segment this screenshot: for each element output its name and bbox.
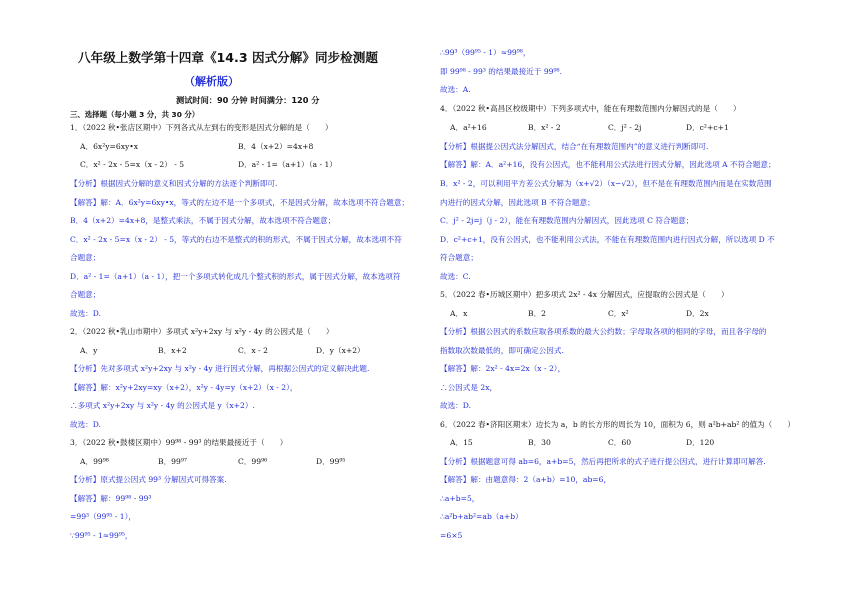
question-3-solution-line: ∴99³（99⁹⁵ - 1）≈99⁹⁸，	[440, 48, 531, 57]
option-a: A．x	[450, 309, 468, 318]
option-b: B．x² - 2	[528, 123, 561, 132]
question-3-solution-line: 即 99⁹⁸ - 99³ 的结果最接近于 99⁹⁸.	[440, 67, 563, 76]
question-6-solution-line: 【解答】解：由题意得：2（a+b）=10，ab=6，	[440, 475, 612, 484]
question-2-stem: 2．（2022 秋•乳山市期中）多项式 x²y+2xy 与 x²y - 4y 的公因式是（ ）	[70, 327, 334, 336]
option-b: B．99⁹⁷	[158, 457, 187, 466]
question-4-solution-line: B．x² - 2，可以利用平方差公式分解为（x+√2）（x−√2），但不是在有理数范围内而是在实数范围	[440, 179, 772, 188]
question-4-solution-line: 【解答】解：A．a²+16，没有公因式，也不能利用公式法进行因式分解，因此选项 A 不符合题意；	[440, 160, 776, 169]
question-2-solution-line: 【解答】解：x²y+2xy=xy（x+2），x²y - 4y=y（x+2）（x - 2），	[70, 383, 298, 392]
page-subtitle: （解析版）	[184, 75, 239, 88]
option-c: C．j² - 2j	[608, 123, 642, 132]
question-4-answer: 故选：C.	[440, 272, 471, 281]
question-4-solution-line: 内进行的因式分解，因此选项 B 不符合题意；	[440, 198, 595, 207]
question-5-analysis: 指数取次数最低的，即可确定公因式.	[440, 346, 564, 355]
question-5-analysis: 【分析】根据公因式的系数应取各项系数的最大公约数；字母取各项的相同的字母，而且各字母的	[440, 327, 767, 336]
question-1-analysis: 【分析】根据因式分解的意义和因式分解的方法逐个判断即可.	[70, 179, 278, 188]
question-1-solution-line: 【解答】解：A．6x²y=6xy•x，等式的左边不是一个多项式，不是因式分解，故本选项不符合题意；	[70, 198, 410, 207]
option-c: C．x² - 2x - 5=x（x - 2） - 5	[80, 160, 185, 169]
question-3-analysis: 【分析】原式提公因式 99³ 分解因式可得答案.	[70, 475, 227, 484]
question-1-answer: 故选：D.	[70, 309, 102, 318]
option-b: B．x+2	[158, 346, 187, 355]
question-5-solution-line: ∴公因式是 2x，	[440, 383, 498, 392]
question-4-solution-line: C．j² - 2j=j（j - 2），能在有理数范围内分解因式，因此选项 C 符合题意；	[440, 216, 694, 225]
option-c: C．99⁹⁶	[238, 457, 268, 466]
question-6-solution-line: ∴a²b+ab²=ab（a+b）	[440, 512, 523, 521]
option-c: C．x²	[608, 309, 629, 318]
option-c: C．x - 2	[238, 346, 268, 355]
question-5-answer: 故选：D.	[440, 401, 472, 410]
question-3-solution-line: ∵99⁹⁵ - 1≈99⁹⁵，	[70, 531, 133, 540]
question-1-stem: 1．（2022 秋•张店区期中）下列各式从左到右的变形是因式分解的是（ ）	[70, 123, 333, 132]
option-c: C．60	[608, 438, 632, 447]
option-a: A．99⁹⁸	[80, 457, 109, 466]
question-4-solution-line: D．c²+c+1，没有公因式，也不能利用公式法，不能在有理数范围内进行因式分解，所以选项 D 不	[440, 235, 775, 244]
option-b: B．30	[528, 438, 551, 447]
question-1-solution-line: 合题意；	[70, 290, 101, 299]
question-1-solution-line: C．x² - 2x - 5=x（x - 2） - 5，等式的右边不是整式的积的形式，不属于因式分解，故本选项不符	[70, 235, 402, 244]
option-d: D．a² - 1=（a+1）（a - 1）	[238, 160, 337, 169]
question-4-analysis: 【分析】根据提公因式法分解因式，结合“在有理数范围内”的意义进行判断即可.	[440, 142, 709, 151]
question-3-answer: 故选：A.	[440, 85, 471, 94]
question-2-solution-line: ∴多项式 x²y+2xy 与 x²y - 4y 的公因式是 y（x+2）.	[70, 401, 255, 410]
question-2-answer: 故选：D.	[70, 420, 102, 429]
question-3-solution-line: 【解答】解：99⁹⁸ - 99³	[70, 494, 152, 503]
question-1-solution-line: 合题意；	[70, 253, 101, 262]
question-5-stem: 5．（2022 春•历城区期中）把多项式 2x² - 4x 分解因式，应提取的公因式是（ ）	[440, 290, 729, 299]
question-6-solution-line: =6×5	[440, 531, 463, 540]
option-d: D．c²+c+1	[686, 123, 729, 132]
option-a: A．15	[450, 438, 473, 447]
option-a: A．a²+16	[450, 123, 487, 132]
question-6-stem: 6．（2022 春•济阳区期末）边长为 a，b 的长方形的周长为 10，面积为 6，则 a²b+ab² 的值为（ ）	[440, 420, 796, 429]
section-heading: 三、选择题（每小题 3 分，共 30 分）	[70, 110, 200, 119]
option-b: B．4（x+2）=4x+8	[238, 142, 314, 151]
option-a: A．6x²y=6xy•x	[80, 142, 139, 151]
question-5-solution-line: 【解答】解：2x² - 4x=2x（x - 2），	[440, 364, 566, 373]
question-1-solution-line: D．a² - 1=（a+1）（a - 1），把一个多项式转化成几个整式积的形式，属于因式分解，故本选项符	[70, 272, 401, 281]
option-d: D．y（x+2）	[316, 346, 365, 355]
exam-meta: 测试时间：90 分钟 时间满分：120 分	[176, 95, 320, 105]
question-3-stem: 3．（2022 秋•鼓楼区期中）99⁹⁸ - 99³ 的结果最接近于（ ）	[70, 438, 288, 447]
option-b: B．2	[528, 309, 547, 318]
option-d: D．99⁹⁵	[316, 457, 346, 466]
question-2-analysis: 【分析】先对多项式 x²y+2xy 与 x²y - 4y 进行因式分解，再根据公因式的定义解决此题.	[70, 364, 370, 373]
question-6-analysis: 【分析】根据题意可得 ab=6，a+b=5，然后再把所求的式子进行提公因式，进行计算即可解答.	[440, 457, 766, 466]
page-title: 八年级上数学第十四章《14.3 因式分解》同步检测题	[78, 50, 378, 65]
question-3-solution-line: =99³（99⁹⁵ - 1），	[70, 512, 137, 521]
option-d: D．120	[686, 438, 715, 447]
question-4-solution-line: 符合题意；	[440, 253, 478, 262]
question-4-stem: 4．（2022 秋•高昌区校级期中）下列多项式中，能在有理数范围内分解因式的是（ ）	[440, 104, 741, 113]
question-1-solution-line: B．4（x+2）=4x+8，是整式乘法，不属于因式分解，故本选项不符合题意；	[70, 216, 336, 225]
option-a: A．y	[80, 346, 98, 355]
question-6-solution-line: ∴a+b=5，	[440, 494, 480, 503]
option-d: D．2x	[686, 309, 709, 318]
